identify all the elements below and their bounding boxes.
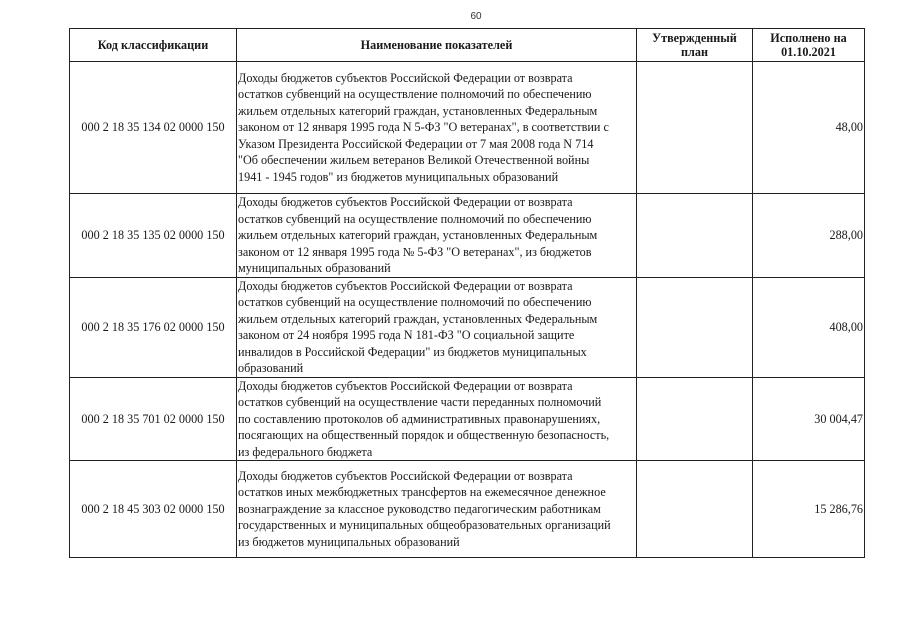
row-name: Доходы бюджетов субъектов Российской Федерации от возврата остатков субвенций на осуществление полномочий по обеспечению жильем отдельных категорий граждан, установленных Федеральным законом от 24 ноября 1995 года N 181-ФЗ "О социальной защите инвалидов в Российской Федерации" из бюджетов муниципальных образований: [237, 277, 637, 377]
row-name: Доходы бюджетов субъектов Российской Федерации от возврата остатков субвенций на осуществление полномочий по обеспечению жильем отдельных категорий граждан, установленных Федеральным законом от 12 января 1995 года № 5-ФЗ "О ветеранах", из бюджетов муниципальных образований: [237, 194, 637, 278]
row-name: Доходы бюджетов субъектов Российской Федерации от возврата остатков иных межбюджетных трансфертов на ежемесячное денежное вознаграждение за классное руководство педагогическим работникам государственных и муниципальных общеобразовательных организаций из бюджетов муниципальных образований: [237, 461, 637, 558]
table-row: [70, 377, 865, 461]
row-plan: [637, 194, 753, 278]
row-done: 48,00: [753, 62, 865, 194]
header-code: Код классификации: [70, 29, 237, 62]
page-number: 60: [470, 11, 482, 22]
row-done: 288,00: [753, 194, 865, 278]
row-plan: [637, 461, 753, 558]
row-done: 30 004,47: [753, 377, 865, 461]
row-plan: [637, 377, 753, 461]
header-plan: Утвержденный план: [637, 29, 753, 62]
table-header-row: [70, 29, 865, 62]
table-row: [70, 194, 865, 278]
table-row: [70, 62, 865, 194]
row-code: 000 2 18 45 303 02 0000 150: [70, 461, 237, 558]
row-code: 000 2 18 35 176 02 0000 150: [70, 277, 237, 377]
table-row: [70, 461, 865, 558]
table-row: [70, 277, 865, 377]
row-plan: [637, 62, 753, 194]
row-code: 000 2 18 35 134 02 0000 150: [70, 62, 237, 194]
row-name: Доходы бюджетов субъектов Российской Федерации от возврата остатков субвенций на осуществление полномочий по обеспечению жильем отдельных категорий граждан, установленных Федеральным законом от 12 января 1995 года N 5-ФЗ "О ветеранах", в соответствии с Указом Президента Российской Федерации от 7 мая 2008 года N 714 "Об обеспечении жильем ветеранов Великой Отечественной войны 1941 - 1945 годов" из бюджетов муниципальных образований: [237, 62, 637, 194]
row-plan: [637, 277, 753, 377]
budget-report-table: [69, 28, 865, 558]
header-name: Наименование показателей: [237, 29, 637, 62]
row-code: 000 2 18 35 701 02 0000 150: [70, 377, 237, 461]
header-done: Исполнено на 01.10.2021: [753, 29, 865, 62]
row-code: 000 2 18 35 135 02 0000 150: [70, 194, 237, 278]
row-done: 408,00: [753, 277, 865, 377]
row-done: 15 286,76: [753, 461, 865, 558]
row-name: Доходы бюджетов субъектов Российской Федерации от возврата остатков субвенций на осуществление части переданных полномочий по составлению протоколов об административных правонарушениях, посягающих на общественный порядок и общественную безопасность, из федерального бюджета: [237, 377, 637, 461]
